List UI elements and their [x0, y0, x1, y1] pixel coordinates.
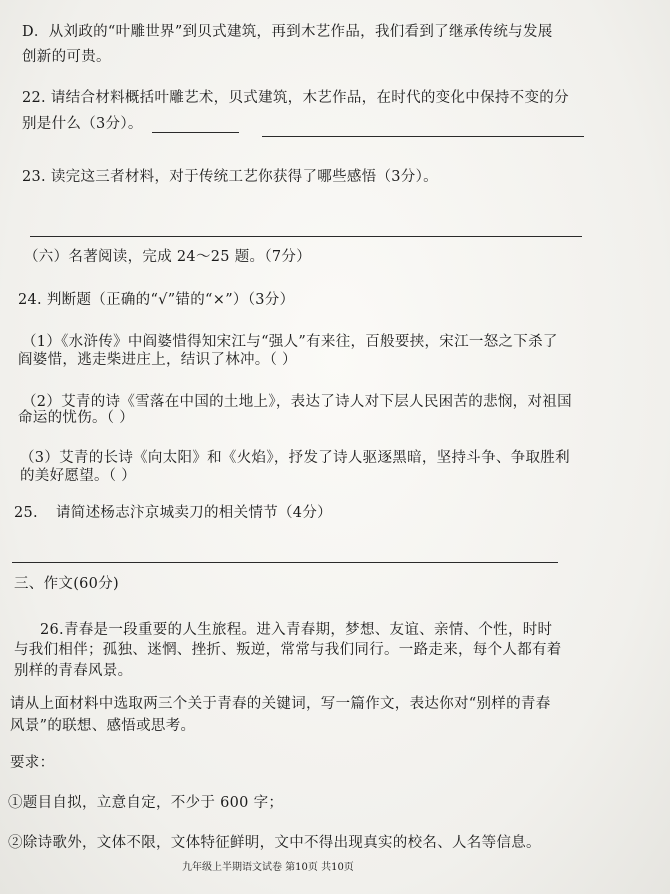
q26-material-line2: 与我们相伴；孤独、迷惘、挫折、叛逆，常常与我们同行。一路走来，每个人都有着 [14, 642, 562, 658]
q26-material-line3: 别样的青春风景。 [14, 663, 133, 679]
option-d-line1: D．从刘政的“叶雕世界”到贝式建筑，再到木艺作品，我们看到了继承传统与发展 [22, 24, 553, 40]
q26-prompt-line2: 风景”的联想、感悟或思考。 [10, 718, 196, 734]
q23-question: 23. 读完这三者材料，对于传统工艺你获得了哪些感悟（3分）。 [22, 169, 438, 185]
q26-requirement-1: ①题目自拟，立意自定，不少于 600 字； [8, 795, 284, 811]
section3-title: 三、作文(60分) [14, 576, 119, 592]
q25-number: 25. [14, 505, 38, 521]
q24-item1-line2: 阎婆惜，逃走柴进庄上，结识了林冲。（ ） [18, 352, 297, 368]
page-footer: 九年级上半期语文试卷 第10页 共10页 [182, 862, 354, 873]
q24-item3-line1: （3）艾青的长诗《向太阳》和《火焰》，抒发了诗人驱逐黑暗，坚持斗争、争取胜利 [20, 450, 570, 466]
q26-prompt-line1: 请从上面材料中选取两三个关于青春的关键词，写一篇作文，表达你对“别样的青春 [10, 696, 551, 712]
q25-answer-line[interactable] [12, 562, 558, 563]
q22-answer-line-a[interactable] [152, 132, 239, 133]
q24-item1-line1: （1）《水浒传》中阎婆惜得知宋江与“强人”有来往，百般要挟，宋江一怒之下杀了 [22, 334, 558, 350]
q23-answer-line[interactable] [30, 236, 582, 237]
q24-title: 24. 判断题（正确的“√”错的“×”）（3分） [18, 292, 295, 308]
q22-line1: 22. 请结合材料概括叶雕艺术，贝式建筑，木艺作品，在时代的变化中保持不变的分 [22, 90, 569, 106]
q26-requirement-2: ②除诗歌外，文体不限，文体特征鲜明，文中不得出现真实的校名、人名等信息。 [8, 835, 541, 851]
q26-material-line1: 26.青春是一段重要的人生旅程。进入青春期，梦想、友谊、亲情、个性，时时 [40, 622, 553, 638]
q24-item3-line2: 的美好愿望。（ ） [20, 468, 137, 484]
q24-item2-line2: 命运的忧伤。（ ） [18, 410, 135, 426]
q22-answer-line-b[interactable] [262, 136, 584, 137]
q25-question: 请简述杨志汴京城卖刀的相关情节（4分） [56, 505, 332, 521]
q24-item2-line1: （2）艾青的诗《雪落在中国的土地上》，表达了诗人对下层人民困苦的悲悯，对祖国 [22, 394, 572, 410]
section6-title: （六）名著阅读，完成 24～25 题。（7分） [24, 249, 311, 265]
q26-requirements-title: 要求： [10, 755, 55, 771]
q22-line2: 别是什么（3分）。 [22, 116, 143, 132]
option-d-line2: 创新的可贵。 [22, 49, 111, 65]
